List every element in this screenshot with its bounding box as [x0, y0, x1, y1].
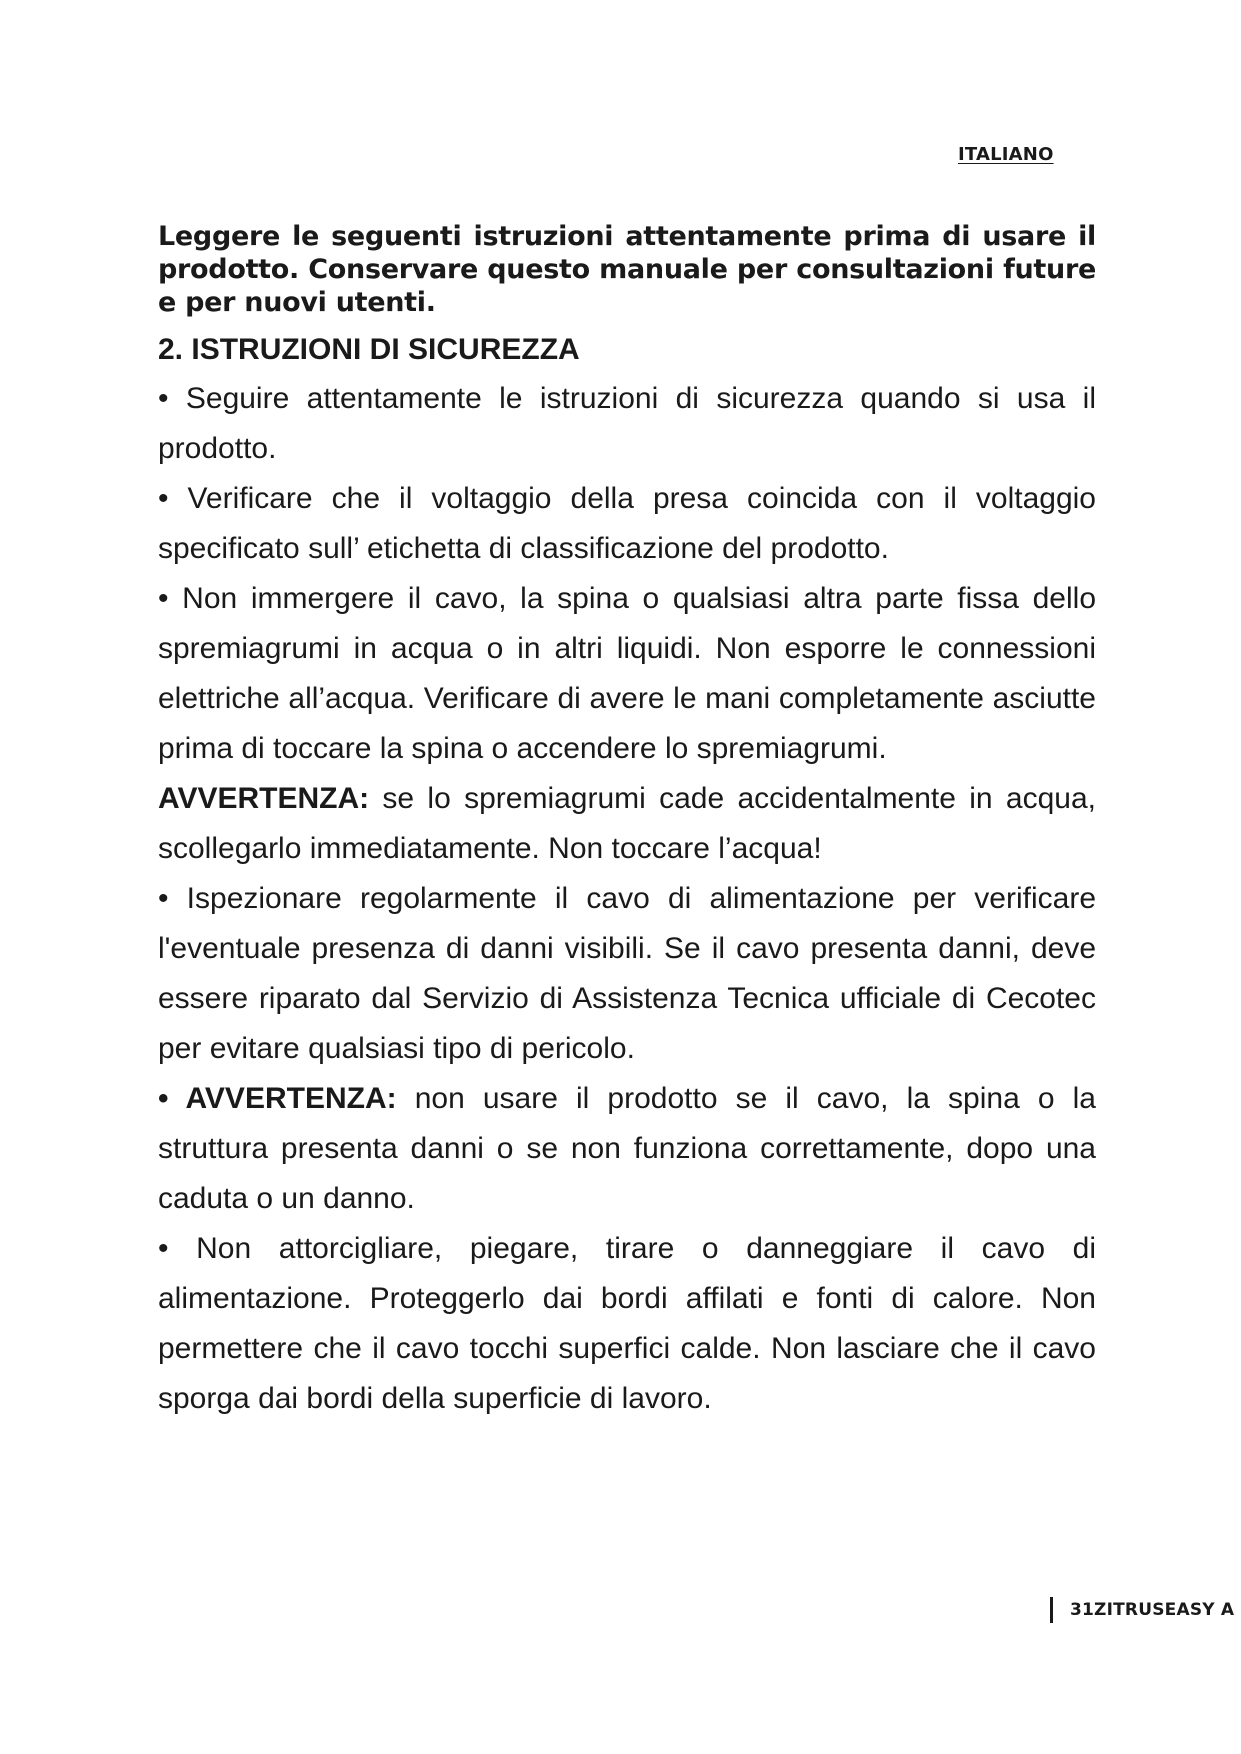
warning-lead: AVVERTENZA:: [158, 782, 370, 815]
safety-item-text: • Non attorcigliare, piegare, tirare o danneggiare il cavo di alimentazione. Proteggerlo dai bordi affilati e fonti di calore. Non permettere che il cavo tocchi superfici calde. Non lasciare che il cavo sporga dai bordi della superficie di lavoro.: [158, 1232, 1096, 1415]
warning-item: [158, 774, 1096, 874]
safety-item-text: • Verificare che il voltaggio della presa coincida con il voltaggio specificato sull’ etichetta di classificazione del prodotto.: [158, 482, 1096, 565]
safety-item: [158, 874, 1096, 1074]
page-footer: [1050, 1597, 1235, 1623]
safety-item: [158, 574, 1096, 774]
intro-paragraph: Leggere le seguenti istruzioni attentamente prima di usare il prodotto. Conservare questo manuale per consultazioni future e per nuovi utenti.: [158, 221, 1096, 318]
warning-item-text: se lo spremiagrumi cade accidentalmente in acqua, scollegarlo immediatamente. Non toccare l’acqua!: [158, 782, 1096, 865]
safety-item-text: • Seguire attentamente le istruzioni di sicurezza quando si usa il prodotto.: [158, 382, 1096, 465]
safety-item: [158, 374, 1096, 474]
safety-item-text: • Non immergere il cavo, la spina o qualsiasi altra parte fissa dello spremiagrumi in acqua o in altri liquidi. Non esporre le connessioni elettriche all’acqua. Verificare di avere le mani completamente asciutte prima di toccare la spina o accendere lo spremiagrumi.: [158, 582, 1096, 765]
safety-item: [158, 474, 1096, 574]
warning-item-text: non usare il prodotto se il cavo, la spina o la struttura presenta danni o se non funziona correttamente, dopo una caduta o un danno.: [158, 1082, 1096, 1215]
safety-item-text: • Ispezionare regolarmente il cavo di alimentazione per verificare l'eventuale presenza di danni visibili. Se il cavo presenta danni, deve essere riparato dal Servizio di Assistenza Tecnica ufficiale di Cecotec per evitare qualsiasi tipo di pericolo.: [158, 882, 1096, 1065]
footer-divider: [1050, 1597, 1053, 1623]
warning-item: [158, 1074, 1096, 1224]
warning-lead: • AVVERTENZA:: [158, 1082, 397, 1115]
language-label: ITALIANO: [958, 144, 1054, 165]
safety-item: [158, 1224, 1096, 1424]
footer-product-name: 31ZITRUSEASY A: [1070, 1600, 1235, 1620]
document-body: [158, 220, 1096, 1424]
section-title: 2. ISTRUZIONI DI SICUREZZA: [158, 333, 580, 366]
